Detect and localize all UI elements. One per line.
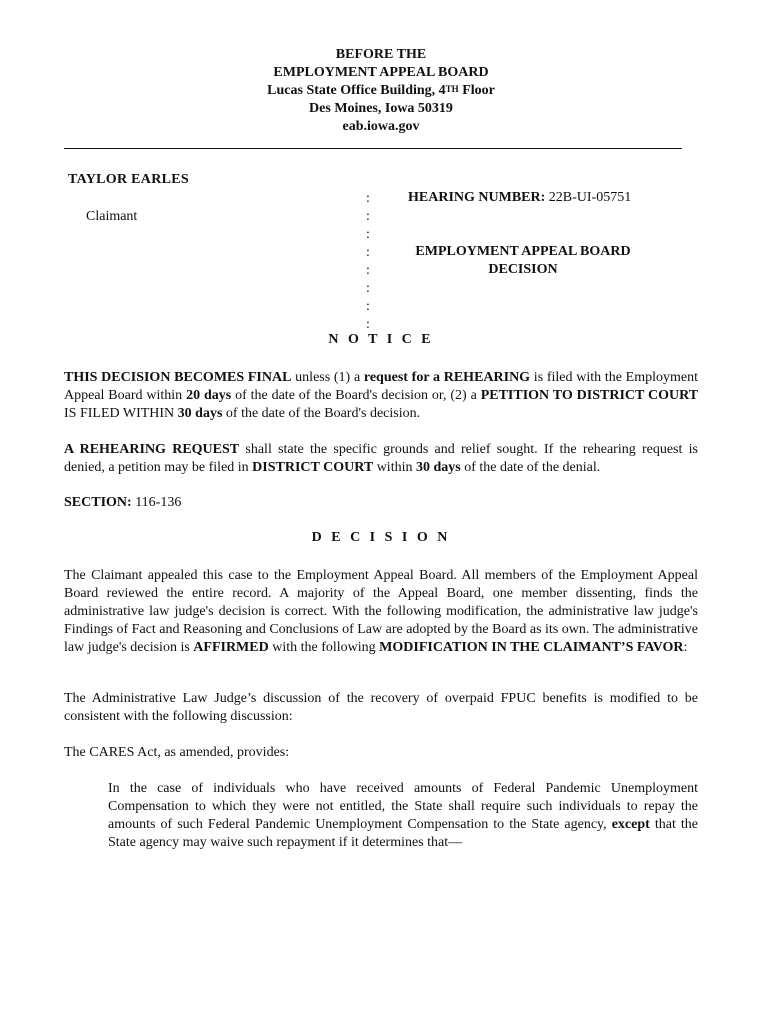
decision-paragraph [64,567,698,657]
emphasis: A REHEARING REQUEST [64,442,240,457]
header-line-city: Des Moines, Iowa 50319 [309,101,453,116]
caption-colon: : [366,245,370,260]
text-run: is filed with the Employment Appeal Board within [64,370,698,403]
text-run: with the following [268,640,380,655]
cares-act-quote [108,780,698,852]
text-run: In the case of individuals who have received amounts of Federal Pandemic Unemployment Compensation to which they were not entitled, the State shall require such individuals to repay the amounts of such Federal Pandemic Unemployment Compensation to the State agency, [108,781,698,832]
header-line-address [0,82,762,100]
notice-paragraph-rehearing [64,441,698,477]
claimant-role: Claimant [86,209,138,224]
decision-title: D E C I S I O N [311,530,451,545]
header-divider [64,148,682,149]
caption-colon: : [366,209,370,224]
address-floor: Floor [458,83,495,98]
caption-colon: : [366,317,370,332]
decision-caption-line1: EMPLOYMENT APPEAL BOARD [415,244,631,259]
notice-paragraph-final [64,369,698,423]
emphasis: PETITION TO DISTRICT COURT [480,388,699,403]
emphasis: AFFIRMED [193,640,269,655]
text-run: that the State agency may waive such repayment if it determines that— [108,817,698,850]
text-run: IS FILED WITHIN [64,406,178,421]
hearing-number-label: HEARING NUMBER: [408,190,546,205]
text-run: of the date of the Board's decision or, (2) a [231,388,481,403]
header-line-board: EMPLOYMENT APPEAL BOARD [273,65,489,80]
section-label: SECTION: [64,495,132,510]
emphasis: MODIFICATION IN THE CLAIMANT’S FAVOR [379,640,684,655]
emphasis: DISTRICT COURT [252,460,374,475]
text-run: of the date of the denial. [460,460,601,475]
address-text: Lucas State Office Building, 4 [267,83,446,98]
text-run: within [373,460,416,475]
cares-act-intro: The CARES Act, as amended, provides: [64,745,290,760]
text-run: unless (1) a [291,370,364,385]
emphasis: 20 days [186,388,232,403]
claimant-name: TAYLOR EARLES [68,172,189,187]
emphasis: request for a REHEARING [363,370,531,385]
emphasis: except [611,817,650,832]
section-value: 116-136 [131,495,182,510]
address-superscript: TH [445,84,459,94]
caption-colon: : [366,227,370,242]
text-run: shall state the specific grounds and relief sought. If the rehearing request is denied, a petition may be filed in [64,442,698,475]
emphasis: 30 days [415,460,461,475]
text-run: : [683,640,688,655]
caption-colon: : [366,281,370,296]
decision-caption-line2: DECISION [488,262,558,277]
caption-colon: : [366,263,370,278]
emphasis: THIS DECISION BECOMES FINAL [64,370,292,385]
emphasis: 30 days [177,406,223,421]
decision-caption [398,243,648,279]
document-header [0,46,762,136]
modification-paragraph: The Administrative Law Judge’s discussion of the recovery of overpaid FPUC benefits is modified to be consistent with the following discussion: [64,691,698,724]
caption-colon: : [366,299,370,314]
caption-colon-column [366,190,376,334]
section-reference [64,495,181,511]
hearing-number [408,190,631,206]
caption-colon: : [366,191,370,206]
hearing-number-value: 22B-UI-05751 [545,190,632,205]
header-line-website: eab.iowa.gov [342,119,420,134]
text-run: The Claimant appealed this case to the Employment Appeal Board. All members of the Employment Appeal Board reviewed the entire record. A majority of the Appeal Board, one member dissenting, finds the administrative law judge's decision is correct. With the following modification, the administrative law judge's Findings of Fact and Reasoning and Conclusions of Law are adopted by the Board as its own. The administrative law judge's decision is [64,568,698,655]
text-run: of the date of the Board's decision. [222,406,421,421]
notice-title: N O T I C E [328,332,434,347]
header-line-before: BEFORE THE [335,47,427,62]
